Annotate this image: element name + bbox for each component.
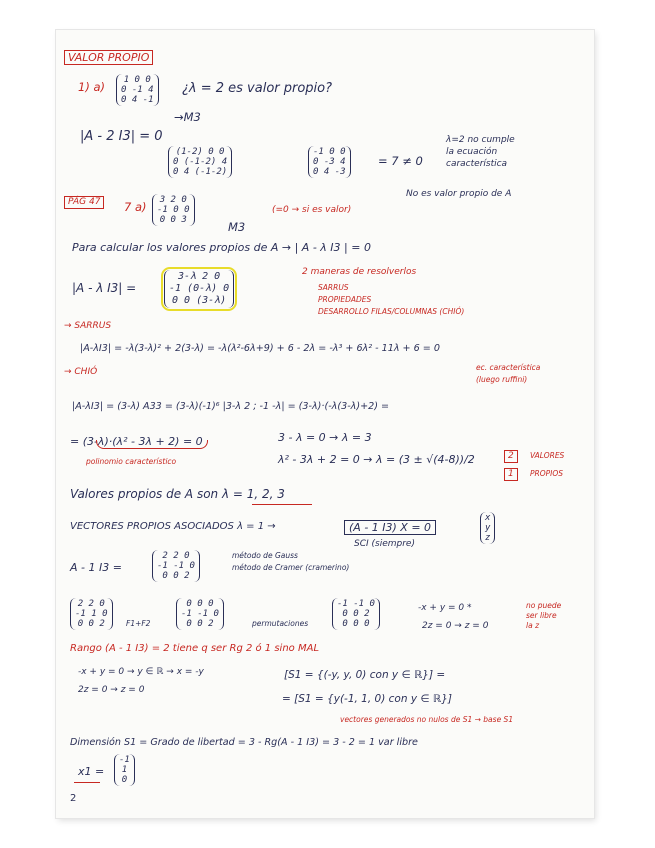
system-eq-2: 2z = 0 → z = 0: [422, 621, 489, 631]
solution-eq-2: 2z = 0 → z = 0: [78, 685, 145, 695]
note-line-3: característica: [446, 159, 508, 169]
method-propiedades: PROPIEDADES: [318, 295, 372, 304]
gauss-matrix-1: 2 2 0 -1 1 0 0 0 2: [70, 598, 113, 630]
x1-label: x1 =: [78, 765, 105, 778]
det-result: = 7 ≠ 0: [378, 154, 423, 168]
method-gauss: método de Gauss: [232, 551, 298, 560]
x-vector: x y z: [480, 512, 495, 544]
rank-line: Rango (A - 1 I3) = 2 tiene q ser Rg 2 ó 1 sino MAL: [70, 643, 320, 654]
methods-title: 2 maneras de resolverlos: [302, 267, 417, 277]
question-text: ¿λ = 2 es valor propio?: [182, 81, 333, 96]
chio-equation: |A-λI3| = (3-λ) A33 = (3-λ)(-1)⁶ |3-λ 2 ; -1 -λ| = (3-λ)·(-λ(3-λ)+2) =: [72, 401, 390, 412]
ec-note-2: (luego ruffini): [476, 375, 528, 384]
eigenvalues-statement: Valores propios de A son λ = 1, 2, 3: [70, 487, 285, 501]
det-lhs: |A - λ I3| =: [72, 281, 137, 295]
conclusion-text: No es valor propio de A: [406, 189, 512, 199]
page-number: 2: [70, 793, 77, 804]
exercise-1-label: 1) a): [78, 80, 105, 94]
x1-underline: [74, 782, 100, 783]
s1-note: vectores generados no nulos de S1 → base S1: [340, 715, 514, 724]
note-line-1: λ=2 no cumple: [446, 135, 515, 145]
det-matrix-1: (1-2) 0 0 0 (-1-2) 4 0 4 (-1-2): [168, 146, 232, 178]
chio-label: → CHIÓ: [64, 367, 98, 377]
x1-vector: -1 1 0: [114, 754, 135, 786]
system-note-2: ser libre: [526, 611, 557, 620]
intro-text: Para calcular los valores propios de A → | A - λ I3 | = 0: [72, 241, 371, 254]
perm-label: permutaciones: [252, 619, 309, 628]
root-note-2: PROPIOS: [530, 469, 564, 478]
sci-note: SCI (siempre): [354, 539, 415, 549]
note-line-2: la ecuación: [446, 147, 498, 157]
eigen-equation: (A - 1 I3) X = 0: [344, 520, 436, 535]
root-note-1: VALORES: [530, 451, 565, 460]
a-minus-label: A - 1 I3 =: [70, 561, 122, 574]
root-equation-1: 3 - λ = 0 → λ = 3: [278, 431, 372, 444]
m3-label: →M3: [174, 110, 201, 124]
eigenvalues-underline: [252, 504, 312, 505]
method-sarrus: SARRUS: [318, 283, 349, 292]
root-equation-2: λ² - 3λ + 2 = 0 → λ = (3 ± √(4-8))/2: [278, 453, 475, 466]
section-title: VALOR PROPIO: [64, 50, 153, 65]
method-cramer: método de Cramer (cramerino): [232, 563, 350, 572]
dimension-line: Dimensión S1 = Grado de libertad = 3 - Rg(A - 1 I3) = 3 - 2 = 1 var libre: [70, 737, 418, 748]
det-equation: |A - 2 I3| = 0: [80, 129, 163, 144]
gauss-matrix-2: 0 0 0 -1 -1 0 0 0 2: [176, 598, 224, 630]
ec-note-1: ec. característica: [476, 363, 541, 372]
solution-eq-1: -x + y = 0 → y ∈ ℝ → x = -y: [78, 667, 204, 677]
system-eq-1: -x + y = 0 *: [418, 603, 472, 613]
method-chio: DESARROLLO FILAS/COLUMNAS (CHIÓ): [318, 307, 465, 316]
f1f2-label: F1+F2: [126, 619, 151, 628]
s1-set-b: = [S1 = {y(-1, 1, 0) con y ∈ ℝ}]: [282, 693, 452, 705]
s1-set-a: [S1 = {(-y, y, 0) con y ∈ ℝ}] =: [284, 669, 446, 681]
gauss-matrix-3: -1 -1 0 0 0 2 0 0 0: [332, 598, 380, 630]
factored-equation: = (3-λ)·(λ² - 3λ + 2) = 0: [70, 435, 203, 448]
matrix-a: 1 0 0 0 -1 4 0 4 -1: [116, 74, 159, 106]
root-value-1: 1: [504, 468, 518, 481]
det-matrix-lambda: 3-λ 2 0 -1 (0-λ) 0 0 0 (3-λ): [164, 270, 234, 308]
poly-note: polinomio característico: [86, 457, 177, 466]
underbrace: [96, 440, 208, 449]
page-reference: PÁG 47: [64, 196, 104, 209]
det-matrix-2: -1 0 0 0 -3 4 0 4 -3: [308, 146, 351, 178]
matrix-a-minus-i: 2 2 0 -1 -1 0 0 0 2: [152, 550, 200, 582]
root-value-2: 2: [504, 450, 518, 463]
m3-label-2: M3: [228, 220, 246, 234]
system-note-3: la z: [526, 621, 540, 630]
notebook-page: [56, 30, 594, 818]
sarrus-label: → SARRUS: [64, 321, 112, 331]
exercise-2-label: 7 a): [124, 200, 147, 214]
matrix-a-2: 3 2 0 -1 0 0 0 0 3: [152, 194, 195, 226]
system-note-1: no puede: [526, 601, 562, 610]
vectors-title: VECTORES PROPIOS ASOCIADOS λ = 1 →: [70, 521, 276, 532]
sarrus-equation: |A-λI3| = -λ(3-λ)² + 2(3-λ) = -λ(λ²-6λ+9) + 6 - 2λ = -λ³ + 6λ² - 11λ + 6 = 0: [80, 343, 440, 354]
hint-text: (=0 → si es valor): [272, 205, 352, 215]
